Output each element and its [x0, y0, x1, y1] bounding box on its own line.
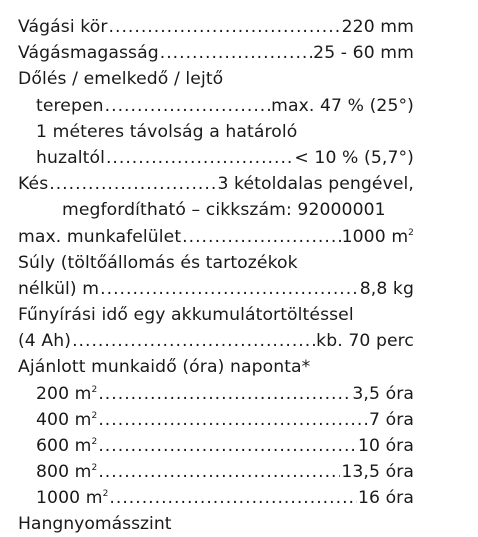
spec-label: (4 Ah) — [18, 331, 72, 352]
spec-recommended-row — [18, 381, 414, 407]
area-label: 200 $m^2$ — [36, 383, 98, 404]
spec-label: max. munkafelület — [18, 226, 182, 247]
spec-wire-distance-heading — [18, 119, 414, 145]
spec-value: kb. 70 perc — [316, 331, 414, 352]
spec-cutting-height — [18, 40, 414, 66]
spec-mowing-time-heading — [18, 302, 414, 328]
area-label: 600 $m^2$ — [36, 436, 98, 456]
spec-recommended-row — [18, 433, 414, 459]
spec-list — [18, 14, 414, 512]
spec-value: 3 kétoldalas pengével, — [217, 174, 414, 195]
dot-leader — [98, 381, 351, 407]
dot-leader — [182, 224, 340, 250]
spec-max-area — [18, 224, 414, 250]
hours-value: 16 óra — [357, 488, 414, 509]
spec-label: nélkül) m — [18, 278, 100, 299]
spec-label: 1 méteres távolság a határoló — [36, 121, 298, 142]
spec-cutting-circle — [18, 14, 414, 40]
hours-value: 3,5 óra — [352, 383, 414, 404]
spec-label: Fűnyírási idő egy akkumulátortöltéssel — [18, 305, 354, 326]
spec-slope-heading — [18, 66, 414, 92]
spec-wire-distance — [18, 145, 414, 171]
dot-leader — [109, 14, 341, 40]
spec-label: Súly (töltőállomás és tartozékok — [18, 252, 298, 273]
spec-label: Kés — [18, 174, 49, 195]
spec-value: < 10 % (5,7°) — [294, 147, 414, 168]
spec-label: megfordítható – cikkszám: 92000001 — [62, 200, 386, 221]
spec-label: Vágásmagasság — [18, 43, 159, 64]
spec-recommended-row — [18, 459, 414, 485]
dot-leader — [106, 145, 293, 171]
hours-value: 13,5 óra — [341, 462, 414, 483]
spec-label: terepen — [36, 95, 104, 116]
dot-leader — [105, 93, 270, 119]
spec-label: Ajánlott munkaidő (óra) naponta* — [18, 357, 311, 378]
dot-leader — [49, 171, 216, 197]
spec-weight-heading — [18, 250, 414, 276]
spec-label: Dőlés / emelkedő / lejtő — [18, 69, 224, 90]
dot-leader — [109, 485, 357, 511]
spec-value: max. 47 % (25°) — [271, 95, 414, 116]
spec-mowing-time — [18, 328, 414, 354]
spec-recommended-time-heading — [18, 354, 414, 380]
spec-blade-detail — [18, 197, 414, 223]
spec-value: 220 mm — [341, 17, 414, 37]
dot-leader — [160, 40, 312, 66]
dot-leader — [98, 407, 368, 433]
spec-recommended-row — [18, 485, 414, 511]
spec-recommended-row — [18, 407, 414, 433]
area-label: 400 $m^2$ — [36, 409, 98, 430]
area-label: 800 $m^2$ — [36, 462, 98, 483]
dot-leader — [98, 433, 357, 459]
spec-value: 8,8 kg — [359, 278, 414, 299]
spec-value: 25 - 60 mm — [313, 43, 414, 64]
spec-label: huzaltól — [36, 147, 105, 168]
spec-blade — [18, 171, 414, 197]
dot-leader — [98, 459, 340, 485]
spec-weight — [18, 276, 414, 302]
spec-label: Vágási kör — [18, 17, 108, 37]
cut-off-next-line: Hangnyomásszint — [18, 514, 172, 534]
spec-slope — [18, 93, 414, 119]
spec-value: 1000 $m^2$ — [341, 226, 414, 247]
area-label: 1000 $m^2$ — [36, 488, 109, 509]
hours-value: 7 óra — [368, 409, 414, 430]
dot-leader — [100, 276, 359, 302]
dot-leader — [72, 328, 315, 354]
hours-value: 10 óra — [357, 436, 414, 456]
